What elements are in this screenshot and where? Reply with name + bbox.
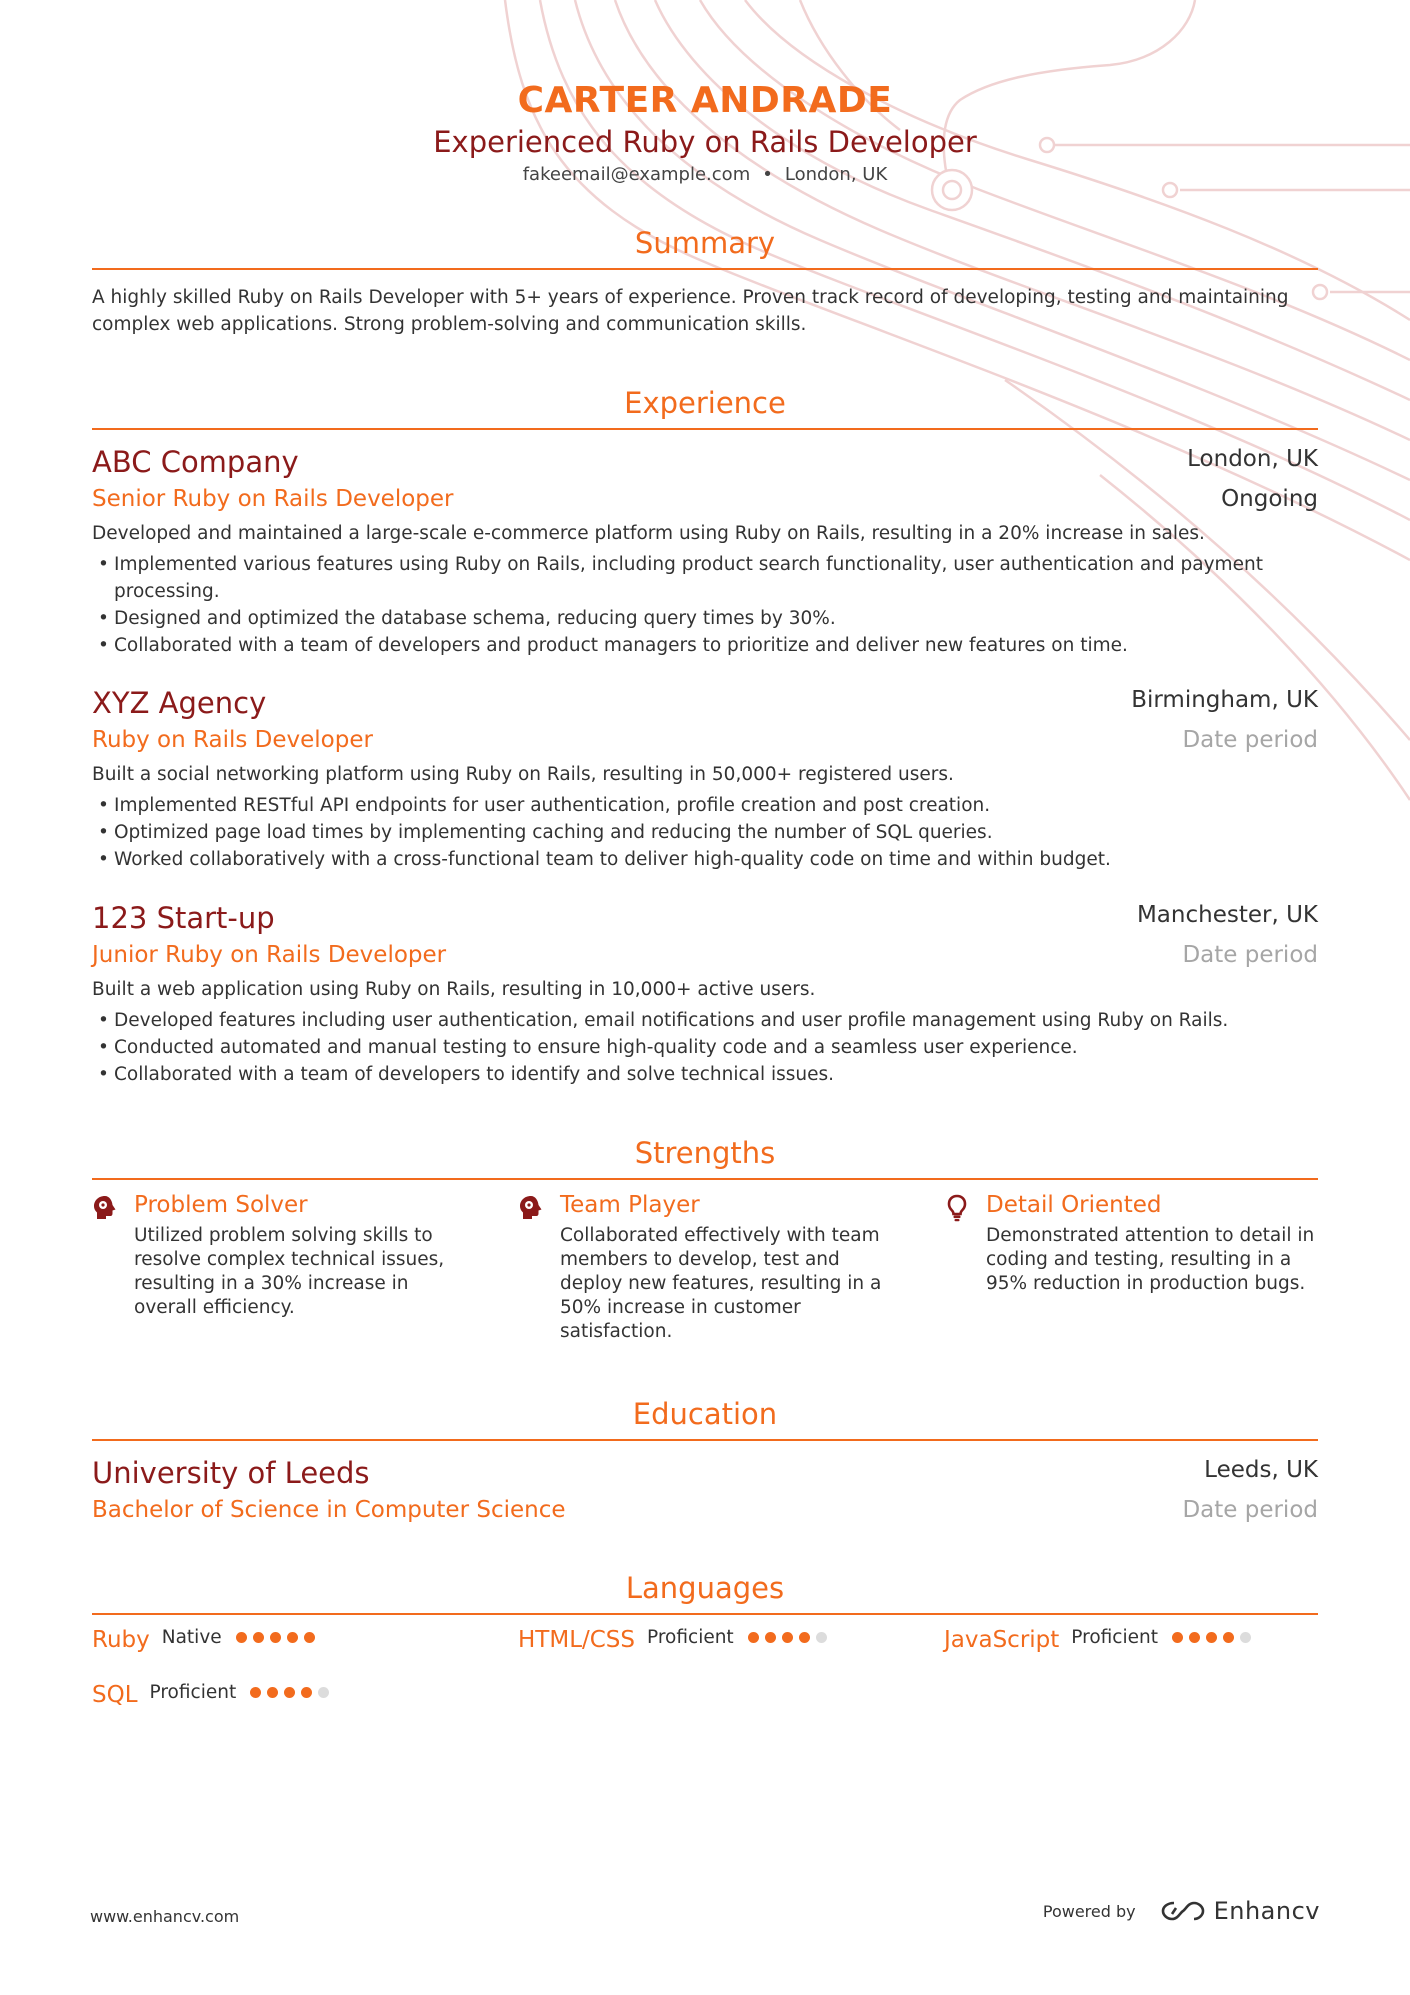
location-text: London, UK (784, 164, 888, 185)
list-item: • Collaborated with a team of developers to identify and solve technical issues. (92, 1061, 1318, 1088)
strength-title: Problem Solver (134, 1192, 308, 1218)
footer-website[interactable]: www.enhancv.com (90, 1907, 240, 1926)
language-level: Proficient (149, 1681, 237, 1703)
separator-dot: • (762, 164, 773, 185)
rating-dot-filled (748, 1632, 759, 1643)
language-rating (748, 1628, 833, 1647)
language-level: Native (161, 1626, 222, 1648)
company-name: XYZ Agency (92, 686, 267, 720)
degree: Bachelor of Science in Computer Science (92, 1497, 566, 1523)
candidate-title: Experienced Ruby on Rails Developer (433, 125, 977, 159)
rating-dot-filled (799, 1632, 810, 1643)
rating-dot-filled (301, 1687, 312, 1698)
job-location: London, UK (1187, 446, 1318, 472)
language-item (518, 1625, 833, 1659)
job-role: Senior Ruby on Rails Developer (92, 486, 454, 512)
experience-entry (92, 444, 1318, 659)
section-title-experience: Experience (624, 386, 786, 420)
rating-dot-empty (318, 1687, 329, 1698)
language-level: Proficient (647, 1626, 734, 1648)
section-divider (92, 1613, 1318, 1615)
company-name: ABC Company (92, 445, 299, 479)
language-item (944, 1625, 1257, 1659)
rating-dot-filled (1206, 1632, 1217, 1643)
list-item: • Implemented RESTful API endpoints for user authentication, profile creation and post creation. (92, 792, 1318, 819)
list-item: • Implemented various features using Ruby on Rails, including product search functionality, user authentication and payment processing. (92, 551, 1318, 605)
section-title-languages: Languages (625, 1571, 785, 1605)
rating-dot-filled (253, 1632, 264, 1643)
rating-dot-filled (267, 1687, 278, 1698)
job-period: Date period (1182, 942, 1318, 968)
company-name: 123 Start-up (92, 901, 275, 935)
job-bullets (92, 1007, 1318, 1088)
languages-list (92, 1625, 1318, 1745)
section-divider (92, 1439, 1318, 1441)
strength-text: Collaborated effectively with team members to develop, test and deploy new features, resulting in a 50% increase in customer satisfaction. (560, 1225, 882, 1342)
list-item: • Conducted automated and manual testing to ensure high-quality code and a seamless user experience. (92, 1034, 1318, 1061)
brand-name: Enhancv (1213, 1897, 1320, 1925)
experience-entry (92, 900, 1318, 1088)
job-role: Junior Ruby on Rails Developer (92, 942, 447, 968)
language-rating (236, 1628, 321, 1647)
list-item: • Developed features including user authentication, email notifications and user profile management using Ruby on Rails. (92, 1007, 1318, 1034)
contact-line (92, 164, 1318, 186)
candidate-name: CARTER ANDRADE (517, 80, 893, 121)
job-bullets (92, 792, 1318, 873)
experience-entry (92, 685, 1318, 873)
rating-dot-empty (1240, 1632, 1251, 1643)
summary-text: A highly skilled Ruby on Rails Developer with 5+ years of experience. Proven track record of developing, testing and maintaining complex web applications. Strong problem-solving and communication skills. (92, 287, 1289, 335)
section-title-strengths: Strengths (634, 1136, 776, 1170)
section-divider (92, 268, 1318, 270)
job-description: Built a web application using Ruby on Rails, resulting in 10,000+ active users. (92, 979, 816, 1000)
school-location: Leeds, UK (1204, 1457, 1318, 1483)
enhancv-logo-icon (1160, 1899, 1206, 1923)
strength-title: Detail Oriented (986, 1192, 1162, 1218)
rating-dot-filled (284, 1687, 295, 1698)
job-location: Manchester, UK (1136, 902, 1318, 928)
rating-dot-filled (304, 1632, 315, 1643)
rating-dot-filled (236, 1632, 247, 1643)
rating-dot-filled (1223, 1632, 1234, 1643)
strengths-grid (92, 1190, 1318, 1350)
list-item: • Worked collaboratively with a cross-functional team to deliver high-quality code on time and within budget. (92, 846, 1318, 873)
education-period: Date period (1182, 1497, 1318, 1523)
language-name: Ruby (92, 1627, 150, 1653)
section-title-education: Education (632, 1397, 778, 1431)
language-rating (1172, 1628, 1257, 1647)
list-item: • Designed and optimized the database schema, reducing query times by 30%. (92, 605, 1318, 632)
job-location: Birmingham, UK (1131, 687, 1318, 713)
list-item: • Optimized page load times by implementing caching and reducing the number of SQL queries. (92, 819, 1318, 846)
rating-dot-filled (765, 1632, 776, 1643)
language-name: JavaScript (944, 1627, 1060, 1653)
section-title-summary: Summary (634, 226, 776, 260)
head-icon (518, 1194, 544, 1222)
rating-dot-filled (1172, 1632, 1183, 1643)
job-description: Developed and maintained a large-scale e-commerce platform using Ruby on Rails, resulting in a 20% increase in sales. (92, 523, 1205, 544)
brand-logo[interactable] (1160, 1897, 1320, 1925)
strength-text: Demonstrated attention to detail in coding and testing, resulting in a 95% reduction in production bugs. (986, 1225, 1315, 1294)
rating-dot-filled (270, 1632, 281, 1643)
head-icon (92, 1194, 118, 1222)
job-period: Ongoing (1221, 486, 1318, 512)
education-entry (92, 1455, 1318, 1531)
language-item (92, 1625, 321, 1659)
rating-dot-empty (816, 1632, 827, 1643)
footer-branding (1043, 1897, 1320, 1925)
job-description: Built a social networking platform using Ruby on Rails, resulting in 50,000+ registered users. (92, 764, 954, 785)
strength-text: Utilized problem solving skills to resolve complex technical issues, resulting in a 30% increase in overall efficiency. (134, 1225, 445, 1318)
lightbulb-icon (944, 1194, 970, 1222)
language-item (92, 1680, 335, 1714)
rating-dot-filled (287, 1632, 298, 1643)
rating-dot-filled (250, 1687, 261, 1698)
language-name: HTML/CSS (518, 1627, 636, 1653)
list-item: • Collaborated with a team of developers and product managers to prioritize and deliver new features on time. (92, 632, 1318, 659)
school-name: University of Leeds (92, 1456, 370, 1490)
rating-dot-filled (782, 1632, 793, 1643)
rating-dot-filled (1189, 1632, 1200, 1643)
job-role: Ruby on Rails Developer (92, 727, 373, 753)
language-name: SQL (92, 1682, 138, 1708)
section-divider (92, 428, 1318, 430)
email-text[interactable]: fakeemail@example.com (522, 164, 751, 185)
language-level: Proficient (1071, 1626, 1158, 1648)
job-period: Date period (1182, 727, 1318, 753)
strength-title: Team Player (560, 1192, 700, 1218)
powered-by-label: Powered by (1042, 1901, 1136, 1921)
language-rating (250, 1683, 335, 1702)
resume-header (92, 80, 1318, 186)
section-divider (92, 1178, 1318, 1180)
job-bullets (92, 551, 1318, 659)
